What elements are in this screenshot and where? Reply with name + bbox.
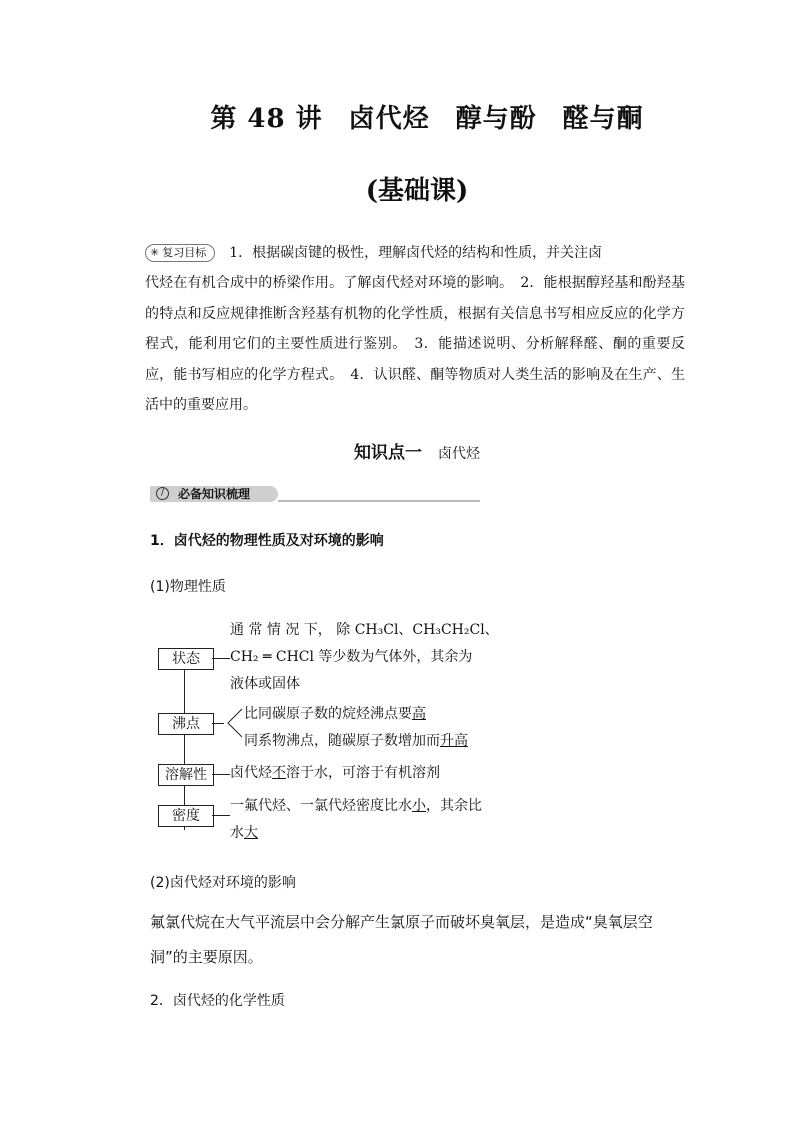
boiling-line-1-answer: 高 <box>412 706 426 722</box>
knowledge-point-label: 知识点一 <box>354 443 422 463</box>
state-line-3: 液体或固体 <box>230 676 300 692</box>
density-line-2 <box>230 820 550 847</box>
solubility-text-post: 溶于水，可溶于有机溶剂 <box>286 765 440 781</box>
section2-sub2: (2)卤代烃对环境的影响 <box>150 875 296 891</box>
knowledge-point-heading <box>0 438 794 463</box>
density-desc <box>230 793 550 847</box>
state-desc <box>230 617 530 698</box>
star-icon: ✳ <box>150 246 160 259</box>
density-line-1-text: 一氟代烃、一氯代烃密度比水 <box>230 798 412 814</box>
solubility-box: 溶解性 <box>158 764 214 786</box>
state-box: 状态 <box>158 648 214 670</box>
physical-properties-diagram <box>150 615 550 845</box>
slash-circle-icon: / <box>156 487 169 500</box>
review-goals-badge <box>145 244 215 262</box>
knowledge-point-topic: 卤代烃 <box>438 446 480 462</box>
section-tag <box>150 486 278 502</box>
lesson-subtitle: (基础课) <box>365 176 469 206</box>
boiling-desc <box>244 701 544 755</box>
section1-sub1: (1)物理性质 <box>150 579 226 595</box>
title-topic-1: 卤代烃 <box>348 104 430 134</box>
density-line-1 <box>230 793 550 820</box>
state-connector <box>212 658 230 659</box>
boiling-line-2 <box>244 728 544 755</box>
density-line-2-text: 水 <box>230 825 244 841</box>
boiling-brace-icon <box>224 707 244 741</box>
density-line-1-answer: 小 <box>412 798 426 814</box>
title-topic-3: 醛与酮 <box>562 104 644 134</box>
boiling-line-2-text: 同系物沸点，随碳原子数增加而 <box>244 733 440 749</box>
section2-heading: 2．卤代烃的化学性质 <box>150 993 285 1009</box>
solubility-text-pre: 卤代烃 <box>230 765 272 781</box>
boiling-line-1-text: 比同碳原子数的烷烃沸点要 <box>244 706 412 722</box>
lesson-number: 第 48 讲 <box>210 104 323 134</box>
state-line-1: 通 常 情 况 下， 除 CH₃Cl、CH₃CH₂Cl、 <box>230 622 499 638</box>
boiling-connector <box>212 723 224 724</box>
lesson-title <box>0 98 794 135</box>
solubility-answer: 不 <box>272 765 286 781</box>
density-line-1-post: ，其余比 <box>426 798 482 814</box>
solubility-connector <box>212 774 230 775</box>
density-box: 密度 <box>158 805 214 827</box>
boiling-line-1 <box>244 701 544 728</box>
density-connector <box>212 815 230 816</box>
diagram-trunk <box>184 648 185 830</box>
review-goals-first-line <box>145 238 685 269</box>
section-tag-label: 必备知识梳理 <box>178 487 251 501</box>
state-line-2: CH₂ ═ CHCl 等少数为气体外，其余为 <box>230 649 473 665</box>
section1-heading: 1．卤代烃的物理性质及对环境的影响 <box>150 533 384 549</box>
boiling-box: 沸点 <box>158 713 214 735</box>
solubility-desc <box>230 760 550 787</box>
boiling-line-2-answer: 升高 <box>440 733 468 749</box>
section-divider <box>278 500 480 502</box>
section-tag-bar <box>150 486 480 504</box>
review-goals-text-first: 1．根据碳卤键的极性，理解卤代烃的结构和性质，并关注卤 <box>229 245 603 261</box>
density-line-2-answer: 大 <box>244 825 258 841</box>
title-topic-2: 醇与酚 <box>455 104 537 134</box>
environment-paragraph: 氟氯代烷在大气平流层中会分解产生氯原子而破坏臭氧层，是造成“臭氧层空洞”的主要原因。 <box>150 913 653 966</box>
review-goals-text: 代烃在有机合成中的桥梁作用。了解卤代烃对环境的影响。 2．能根据醇羟基和酚羟基的特点和反应规律推断含羟基有机物的化学性质，根据有关信息书写相应反应的化学方程式，能利用它们的主要性质进行鉴别。 3．能描述说明、分析解释醛、酮的重要反应，能书写相应的化学方程式。 4．认识醛、酮等物质对人类生活的影响及在生产、生活中的重要应用。 <box>145 275 685 413</box>
review-goals-badge-label: 复习目标 <box>162 246 207 259</box>
